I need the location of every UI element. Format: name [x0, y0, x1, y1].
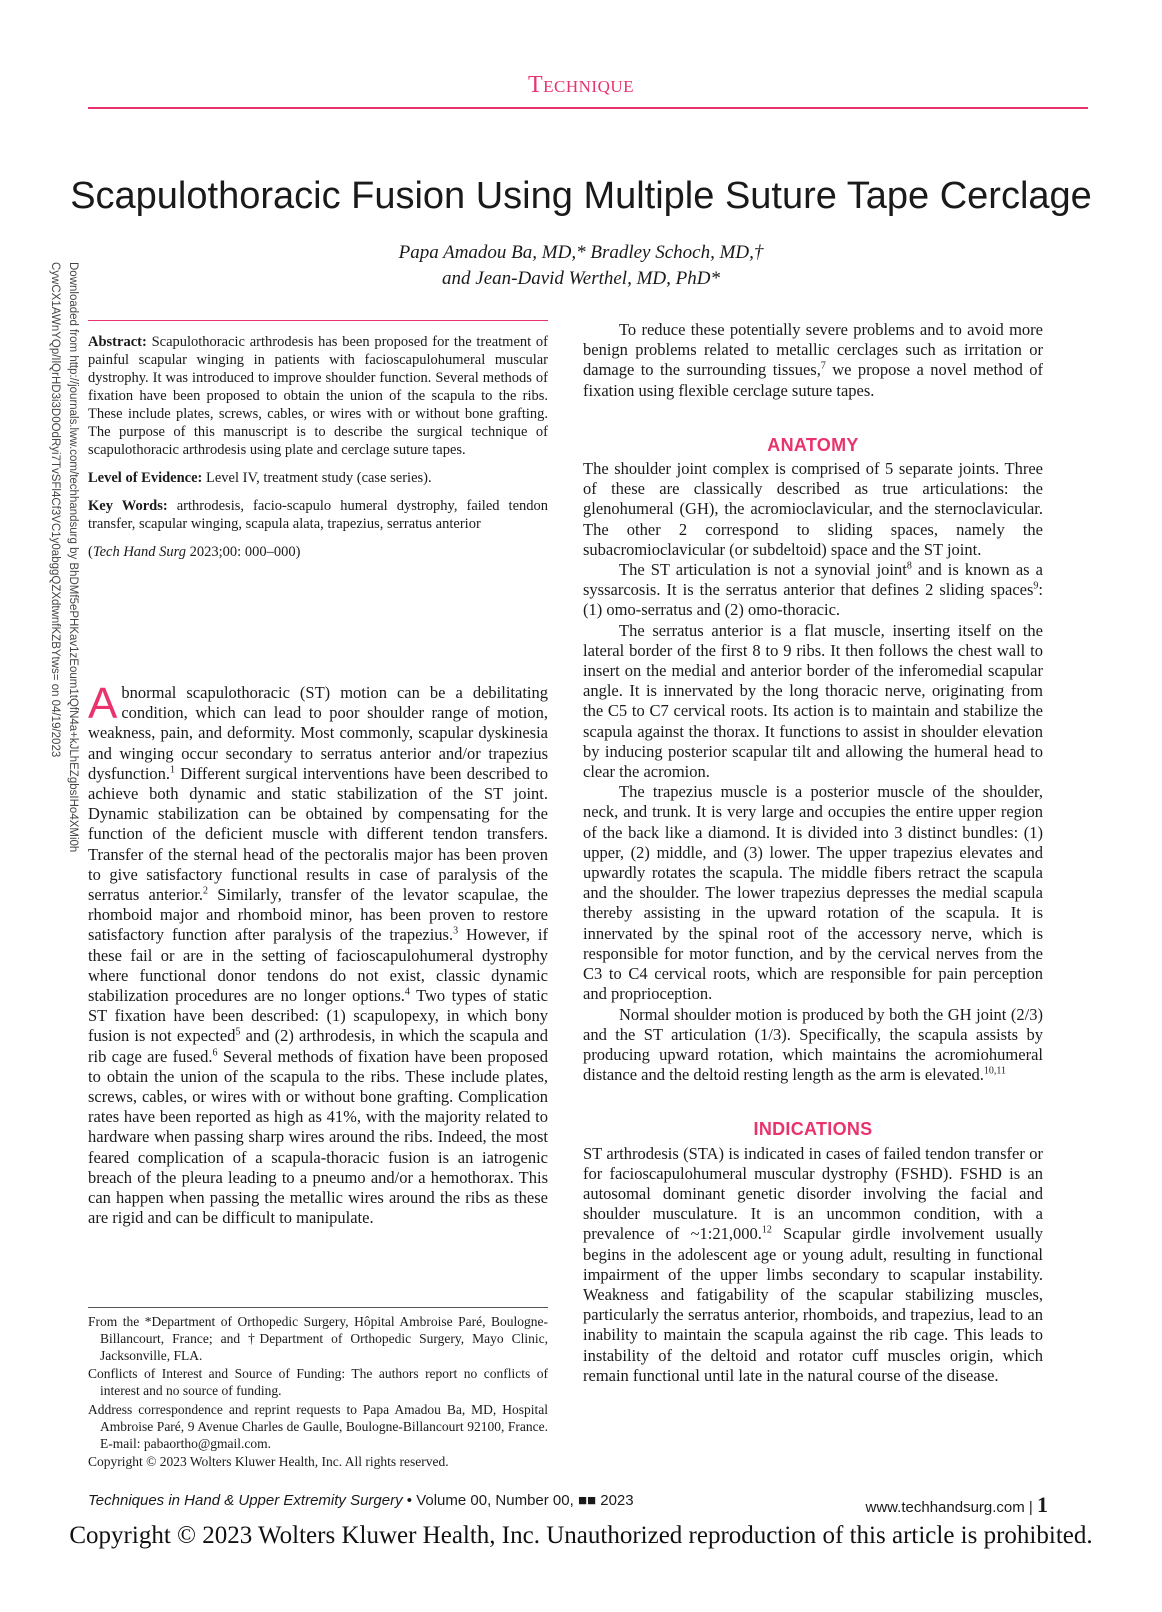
body-left-column: [88, 679, 548, 1228]
citation-journal: Tech Hand Surg: [92, 544, 187, 560]
ref-6[interactable]: 6: [212, 1047, 218, 1059]
copyright-banner: Copyright © 2023 Wolters Kluwer Health, Inc. Unauthorized reproduction of this article is prohibited.: [69, 1522, 1093, 1549]
affiliations: From the *Department of Orthopedic Surgery, Hôpital Ambroise Paré, Boulogne-Billancourt, France; and †Department of Orthopedic Surgery, Mayo Clinic, Jacksonville, FLA.: [88, 1314, 548, 1363]
article-title: Scapulothoracic Fusion Using Multiple Suture Tape Cerclage: [70, 175, 1092, 217]
intro-paragraph: Abnormal scapulothoracic (ST) motion can be a debilitating condition, which can lead to poor shoulder range of motion, weakness, pain, and deformity. Most commonly, scapular dyskinesia and winging occur secondary to serratus anterior and/or trapezius dysfunction.$^1$ Different surgical interventions have been described to achieve both dynamic and static stabilization of the ST joint. Dynamic stabilization can be obtained by compensating for the function of the deficient muscle with different tendon transfers. Transfer of the sternal head of the pectoralis major has been proven to give satisfactory functional results in case of paralysis of the serratus anterior.$^2$ Similarly, transfer of the levator scapulae, the rhomboid major and rhomboid minor, has been proven to restore satisfactory function after paralysis of the trapezius.$^3$ However, if these fail or are in the setting of facioscapulohumeral dystrophy where functional donor tendons do not exist, classic dynamic stabilization procedures are no longer options.$^4$ Two types of static ST fixation have been described: (1) scapulopexy, in which bony fusion is not expected$^5$ and (2) arthrodesis, in which the scapula and rib cage are fused.$^6$ Several methods of fixation have been proposed to obtain the union of the scapula to the ribs. These include plates, screws, cables, or wires with or without bone grafting. Complication rates have been reported as high as 41%, with the majority related to hardware when passing sharp wires around the ribs. Indeed, the most feared complication of a scapula-thoracic fusion is an iatrogenic breach of the pleura leading to a pneumo and/or a hemothorax. This can happen when passing the metallic wires around the ribs as these are rigid and can be difficult to manipulate.: [88, 679, 548, 1228]
ref-4[interactable]: 4: [404, 986, 410, 998]
level-text: Level IV, treatment study (case series).: [206, 470, 432, 486]
conflicts-note: Conflicts of Interest and Source of Funding: The authors report no conflicts of interest and no source of funding.: [88, 1366, 548, 1399]
authors-line-2: and Jean-David Werthel, MD, PhD*: [442, 268, 720, 289]
ref-10-11[interactable]: 10,11: [983, 1065, 1007, 1077]
authors-line-1: Papa Amadou Ba, MD,* Bradley Schoch, MD,†: [398, 242, 764, 263]
anatomy-paragraph-4: The trapezius muscle is a posterior muscle of the shoulder, neck, and trunk. It is very large and occupies the entire upper region of the back like a diamond. It is divided into 3 distinct bundles: (1) upper, (2) middle, and (3) lower. The upper trapezius elevates and upwardly rotates the scapula. The middle fibers retract the scapula and the shoulder. The lower trapezius depresses the medial scapula thereby assisting in the upward rotation of the scapula. It is innervated by the spinal root of the accessory nerve, which is responsible for motor function, and by the cervical nerves from the C3 to C4 cervical roots, which are responsible for pain perception and proprioception.: [583, 782, 1043, 1004]
issue-info: • Volume 00, Number 00, ■■ 2023: [402, 1492, 634, 1509]
anatomy-heading: ANATOMY: [767, 434, 859, 455]
ref-8[interactable]: 8: [906, 560, 912, 572]
ref-7[interactable]: 7: [820, 360, 826, 372]
ref-12[interactable]: 12: [761, 1224, 772, 1236]
keywords-label: Key Words:: [88, 498, 168, 514]
indications-heading: INDICATIONS: [753, 1119, 873, 1140]
ref-9[interactable]: 9: [1033, 580, 1039, 592]
level-label: Level of Evidence:: [88, 470, 203, 486]
intro-continued: To reduce these potentially severe problems and to avoid more benign problems related to metallic cerclages such as irritation or damage to the surrounding tissues,$^7$ we propose a novel method of fixation using flexible cerclage suture tapes.: [583, 320, 1043, 400]
level-of-evidence: [88, 469, 548, 487]
drop-cap: A: [88, 679, 118, 728]
website-link[interactable]: www.techhandsurg.com: [865, 1499, 1025, 1516]
body-right-column: [583, 320, 1043, 1386]
citation: (Tech Hand Surg 2023;00: 000–000): [88, 544, 301, 560]
keywords-text: arthrodesis, facio-scapulo humeral dystrophy, failed tendon transfer, scapular winging, scapula alata, trapezius, serratus anterior: [88, 498, 549, 532]
watermark-line-1: Downloaded from http://journals.lww.com/techhandsurg by BhDMf5ePHKav1zEoum1tQfN4a+kJLhEZgbsIHo4XMi0h: [67, 262, 79, 853]
anatomy-paragraph-2: The ST articulation is not a synovial joint$^8$ and is known as a syssarcosis. It is the serratus anterior that defines 2 sliding spaces$^9$: (1) omo-serratus and (2) omo-thoracic.: [583, 560, 1043, 620]
author-list: [60, 240, 1102, 292]
ref-5[interactable]: 5: [235, 1026, 241, 1038]
abstract-box: [88, 320, 548, 571]
anatomy-paragraph-1: The shoulder joint complex is comprised of 5 separate joints. Three of these are classically described as true articulations: the glenohumeral (GH), the acromioclavicular, and the sternoclavicular. The other 2 correspond to sliding spaces, namely the subacromioclavicular (or subdeltoid) space and the ST joint.: [583, 459, 1043, 559]
citation-rest: 2023;00: 000–000): [189, 544, 301, 560]
indications-paragraph: ST arthrodesis (STA) is indicated in cases of failed tendon transfer or for facioscapulohumeral muscular dystrophy (FSHD). FSHD is an autosomal dominant genetic disorder involving the facial and shoulder musculature. It is an uncommon condition, with a prevalence of ~1:21,000.12 Scapular girdle involvement usually begins in the adolescent age or young adult, resulting in functional impairment of the upper limbs secondary to scapular instability. Weakness and fatigability of the scapular stabilizing muscles, particularly the serratus anterior, rhomboids, and trapezius, lead to an inability to maintain the scapula against the rib cage. This leads to instability of the deltoid and rotator cuff muscles origin, which remain functional until late in the natural course of the disease.: [583, 1143, 1044, 1385]
anatomy-paragraph-3: The serratus anterior is a flat muscle, inserting itself on the lateral border of the first 8 to 9 ribs. It then follows the chest wall to insert on the medial and anterior border of the inferomedial scapular angle. It is innervated by the long thoracic nerve, originating from the C5 to C7 cervical roots. Its action is to maintain and stabilize the scapula against the thorax. It functions to assist in shoulder elevation by inducing posterior scapular tilt and allowing the humeral head to clear the acromion.: [583, 620, 1043, 782]
abstract-text: Scapulothoracic arthrodesis has been proposed for the treatment of painful scapular winging in patients with facioscapulohumeral muscular dystrophy. It was introduced to improve shoulder function. Several methods of fixation have been proposed to obtain the union of the scapula to the ribs. These include plates, screws, cables, or wires with or without bone grafting. The purpose of this manuscript is to describe the surgical technique of scapulothoracic arthrodesis using plate and cerclage suture tapes.: [88, 334, 548, 458]
footer-separator: |: [1024, 1499, 1037, 1516]
header-rule: [88, 107, 1088, 109]
section-label: Technique: [527, 72, 635, 98]
footnotes: [88, 1307, 548, 1473]
correspondence-note: Address correspondence and reprint requests to Papa Amadou Ba, MD, Hospital Ambroise Paré, 9 Avenue Charles de Gaulle, Boulogne-Billancourt 92100, France. E-mail: pabaortho@gmail.com.: [88, 1401, 548, 1451]
abstract-label: Abstract:: [88, 334, 147, 350]
ref-2[interactable]: 2: [203, 885, 209, 897]
abstract-paragraph: [88, 333, 548, 459]
ref-1[interactable]: 1: [170, 764, 176, 776]
copyright-note: Copyright © 2023 Wolters Kluwer Health, Inc. All rights reserved.: [88, 1454, 449, 1470]
anatomy-paragraph-5: Normal shoulder motion is produced by both the GH joint (2/3) and the ST articulation (1/3). Specifically, the scapula assists by producing upward rotation, which maintains the acromiohumeral distance and the deltoid resting length as the arm is elevated.$^{10,11}$: [583, 1004, 1043, 1085]
download-watermark: [28, 262, 82, 902]
watermark-line-2: CywCX1AWnYQp/IlQrHD3i3D0OdRyi7TvSFl4Cf3VC1y0abggQZXdtwnfKZBYtws= on 04/19/2023: [49, 262, 61, 758]
journal-name: Techniques in Hand & Upper Extremity Surgery: [88, 1492, 403, 1509]
keywords: [88, 497, 548, 533]
page-footer: [88, 1492, 1048, 1516]
ref-3[interactable]: 3: [453, 925, 459, 937]
page-number: 1: [1037, 1492, 1048, 1517]
